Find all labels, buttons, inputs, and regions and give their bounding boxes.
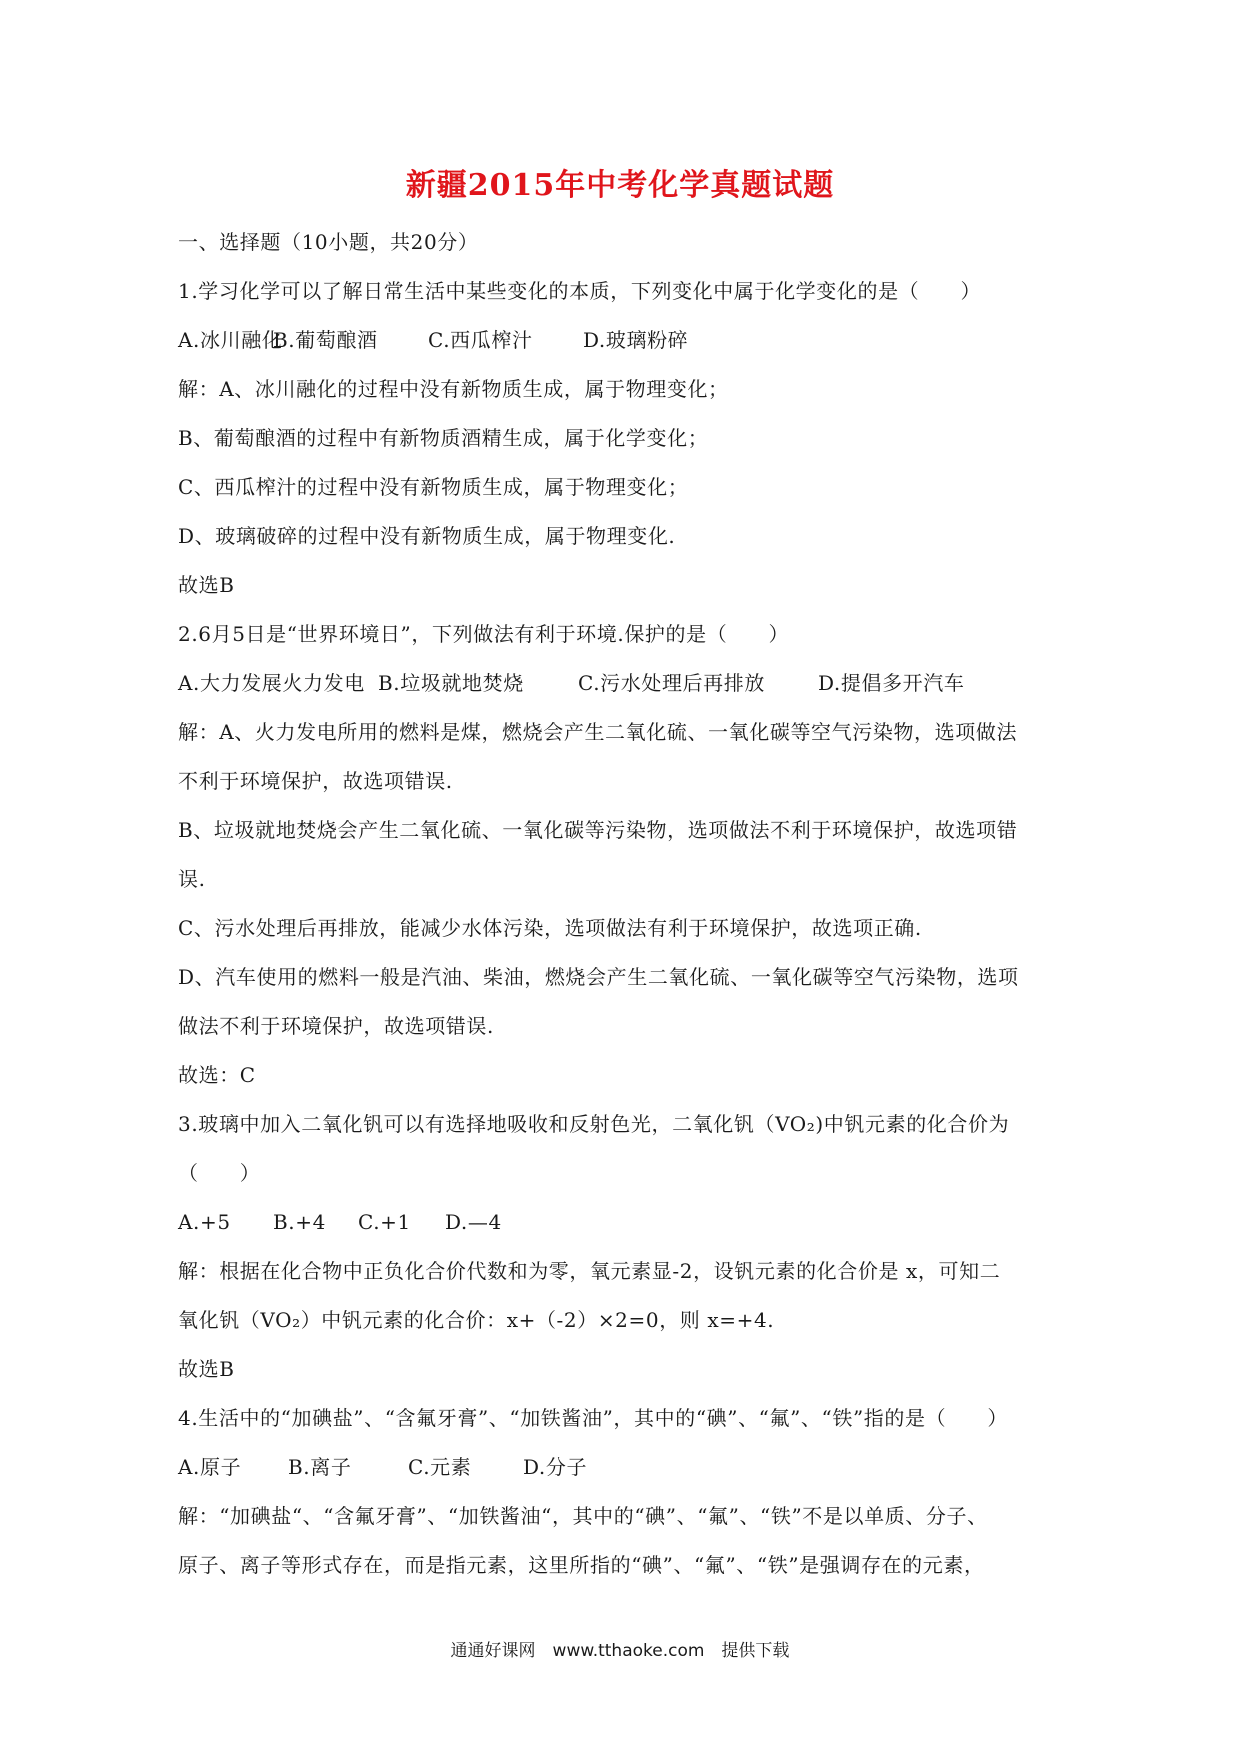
q4-option-a: A.原子 xyxy=(178,1455,242,1479)
q2-solution-line: 解：A、火力发电所用的燃料是煤，燃烧会产生二氧化硫、一氧化碳等空气污染物，选项做法 xyxy=(178,720,1018,744)
q3-option-b: B.+4 xyxy=(273,1210,326,1234)
q1-option-a: A.冰川融化 xyxy=(178,328,283,352)
q4-solution-line: 原子、离子等形式存在，而是指元素，这里所指的“碘”、“氟”、“铁”是强调存在的元素， xyxy=(178,1553,985,1577)
q2-stem: 2.6月5日是“世界环境日”，下列做法有利于环境.保护的是（ ） xyxy=(178,622,790,646)
q1-option-c: C.西瓜榨汁 xyxy=(428,328,533,352)
q4-options xyxy=(178,1455,587,1479)
page-footer: 通通好课网 www.tthaoke.com 提供下载 xyxy=(450,1641,790,1661)
q1-options xyxy=(178,328,688,352)
q4-option-d: D.分子 xyxy=(523,1455,588,1479)
q2-option-c: C.污水处理后再排放 xyxy=(578,671,765,695)
q4-option-c: C.元素 xyxy=(408,1455,472,1479)
q2-solution-line: B、垃圾就地焚烧会产生二氧化硫、一氧化碳等污染物，选项做法不利于环境保护，故选项错 xyxy=(178,818,1018,842)
q1-answer: 故选B xyxy=(178,573,235,597)
q1-solution-line: D、玻璃破碎的过程中没有新物质生成，属于物理变化. xyxy=(178,524,676,548)
q2-option-a: A.大力发展火力发电 xyxy=(178,671,365,695)
q2-options xyxy=(178,671,964,695)
q4-solution-line: 解：“加碘盐“、“含氟牙膏”、“加铁酱油“，其中的“碘”、“氟”、“铁”不是以单质、分子、 xyxy=(178,1504,988,1528)
q3-option-a: A.+5 xyxy=(178,1210,231,1234)
q3-solution-line: 解：根据在化合物中正负化合价代数和为零，氧元素显-2，设钒元素的化合价是 x，可知二 xyxy=(178,1259,1001,1283)
q2-option-d: D.提倡多开汽车 xyxy=(818,671,965,695)
q3-option-d: D.—4 xyxy=(445,1210,502,1234)
q1-stem: 1.学习化学可以了解日常生活中某些变化的本质，下列变化中属于化学变化的是（ ） xyxy=(178,279,982,303)
q1-option-d: D.玻璃粉碎 xyxy=(583,328,689,352)
q1-solution-line: C、西瓜榨汁的过程中没有新物质生成，属于物理变化； xyxy=(178,475,689,499)
page-title: 新疆2015年中考化学真题试题 xyxy=(405,168,835,203)
q2-solution-line: C、污水处理后再排放，能减少水体污染，选项做法有利于环境保护，故选项正确. xyxy=(178,916,922,940)
q3-stem-line: （ ） xyxy=(178,1161,261,1185)
q1-option-b: B.葡萄酿酒 xyxy=(273,328,378,352)
q4-stem: 4.生活中的“加碘盐”、“含氟牙膏”、“加铁酱油”，其中的“碘”、“氟”、“铁”指的是（ ） xyxy=(178,1406,1008,1430)
q3-option-c: C.+1 xyxy=(358,1210,411,1234)
q3-stem-line: 3.玻璃中加入二氧化钒可以有选择地吸收和反射色光，二氧化钒（VO₂)中钒元素的化合价为 xyxy=(178,1112,1010,1136)
q3-options xyxy=(178,1210,502,1234)
q3-answer: 故选B xyxy=(178,1357,235,1381)
q1-solution-line: 解：A、冰川融化的过程中没有新物质生成，属于物理变化； xyxy=(178,377,729,401)
q1-solution-line: B、葡萄酿酒的过程中有新物质酒精生成，属于化学变化； xyxy=(178,426,709,450)
q4-option-b: B.离子 xyxy=(288,1455,352,1479)
q2-solution-line: 做法不利于环境保护，故选项错误. xyxy=(178,1014,494,1038)
q2-answer: 故选：C xyxy=(178,1063,256,1087)
q2-solution-line: D、汽车使用的燃料一般是汽油、柴油，燃烧会产生二氧化硫、一氧化碳等空气污染物，选项 xyxy=(178,965,1019,989)
q3-solution-line: 氧化钒（VO₂）中钒元素的化合价：x+（-2）×2=0，则 x=+4. xyxy=(178,1308,775,1332)
section-heading: 一、选择题（10小题，共20分） xyxy=(178,230,479,254)
q2-option-b: B.垃圾就地焚烧 xyxy=(378,671,524,695)
q2-solution-line: 误. xyxy=(178,867,206,891)
q2-solution-line: 不利于环境保护，故选项错误. xyxy=(178,769,453,793)
